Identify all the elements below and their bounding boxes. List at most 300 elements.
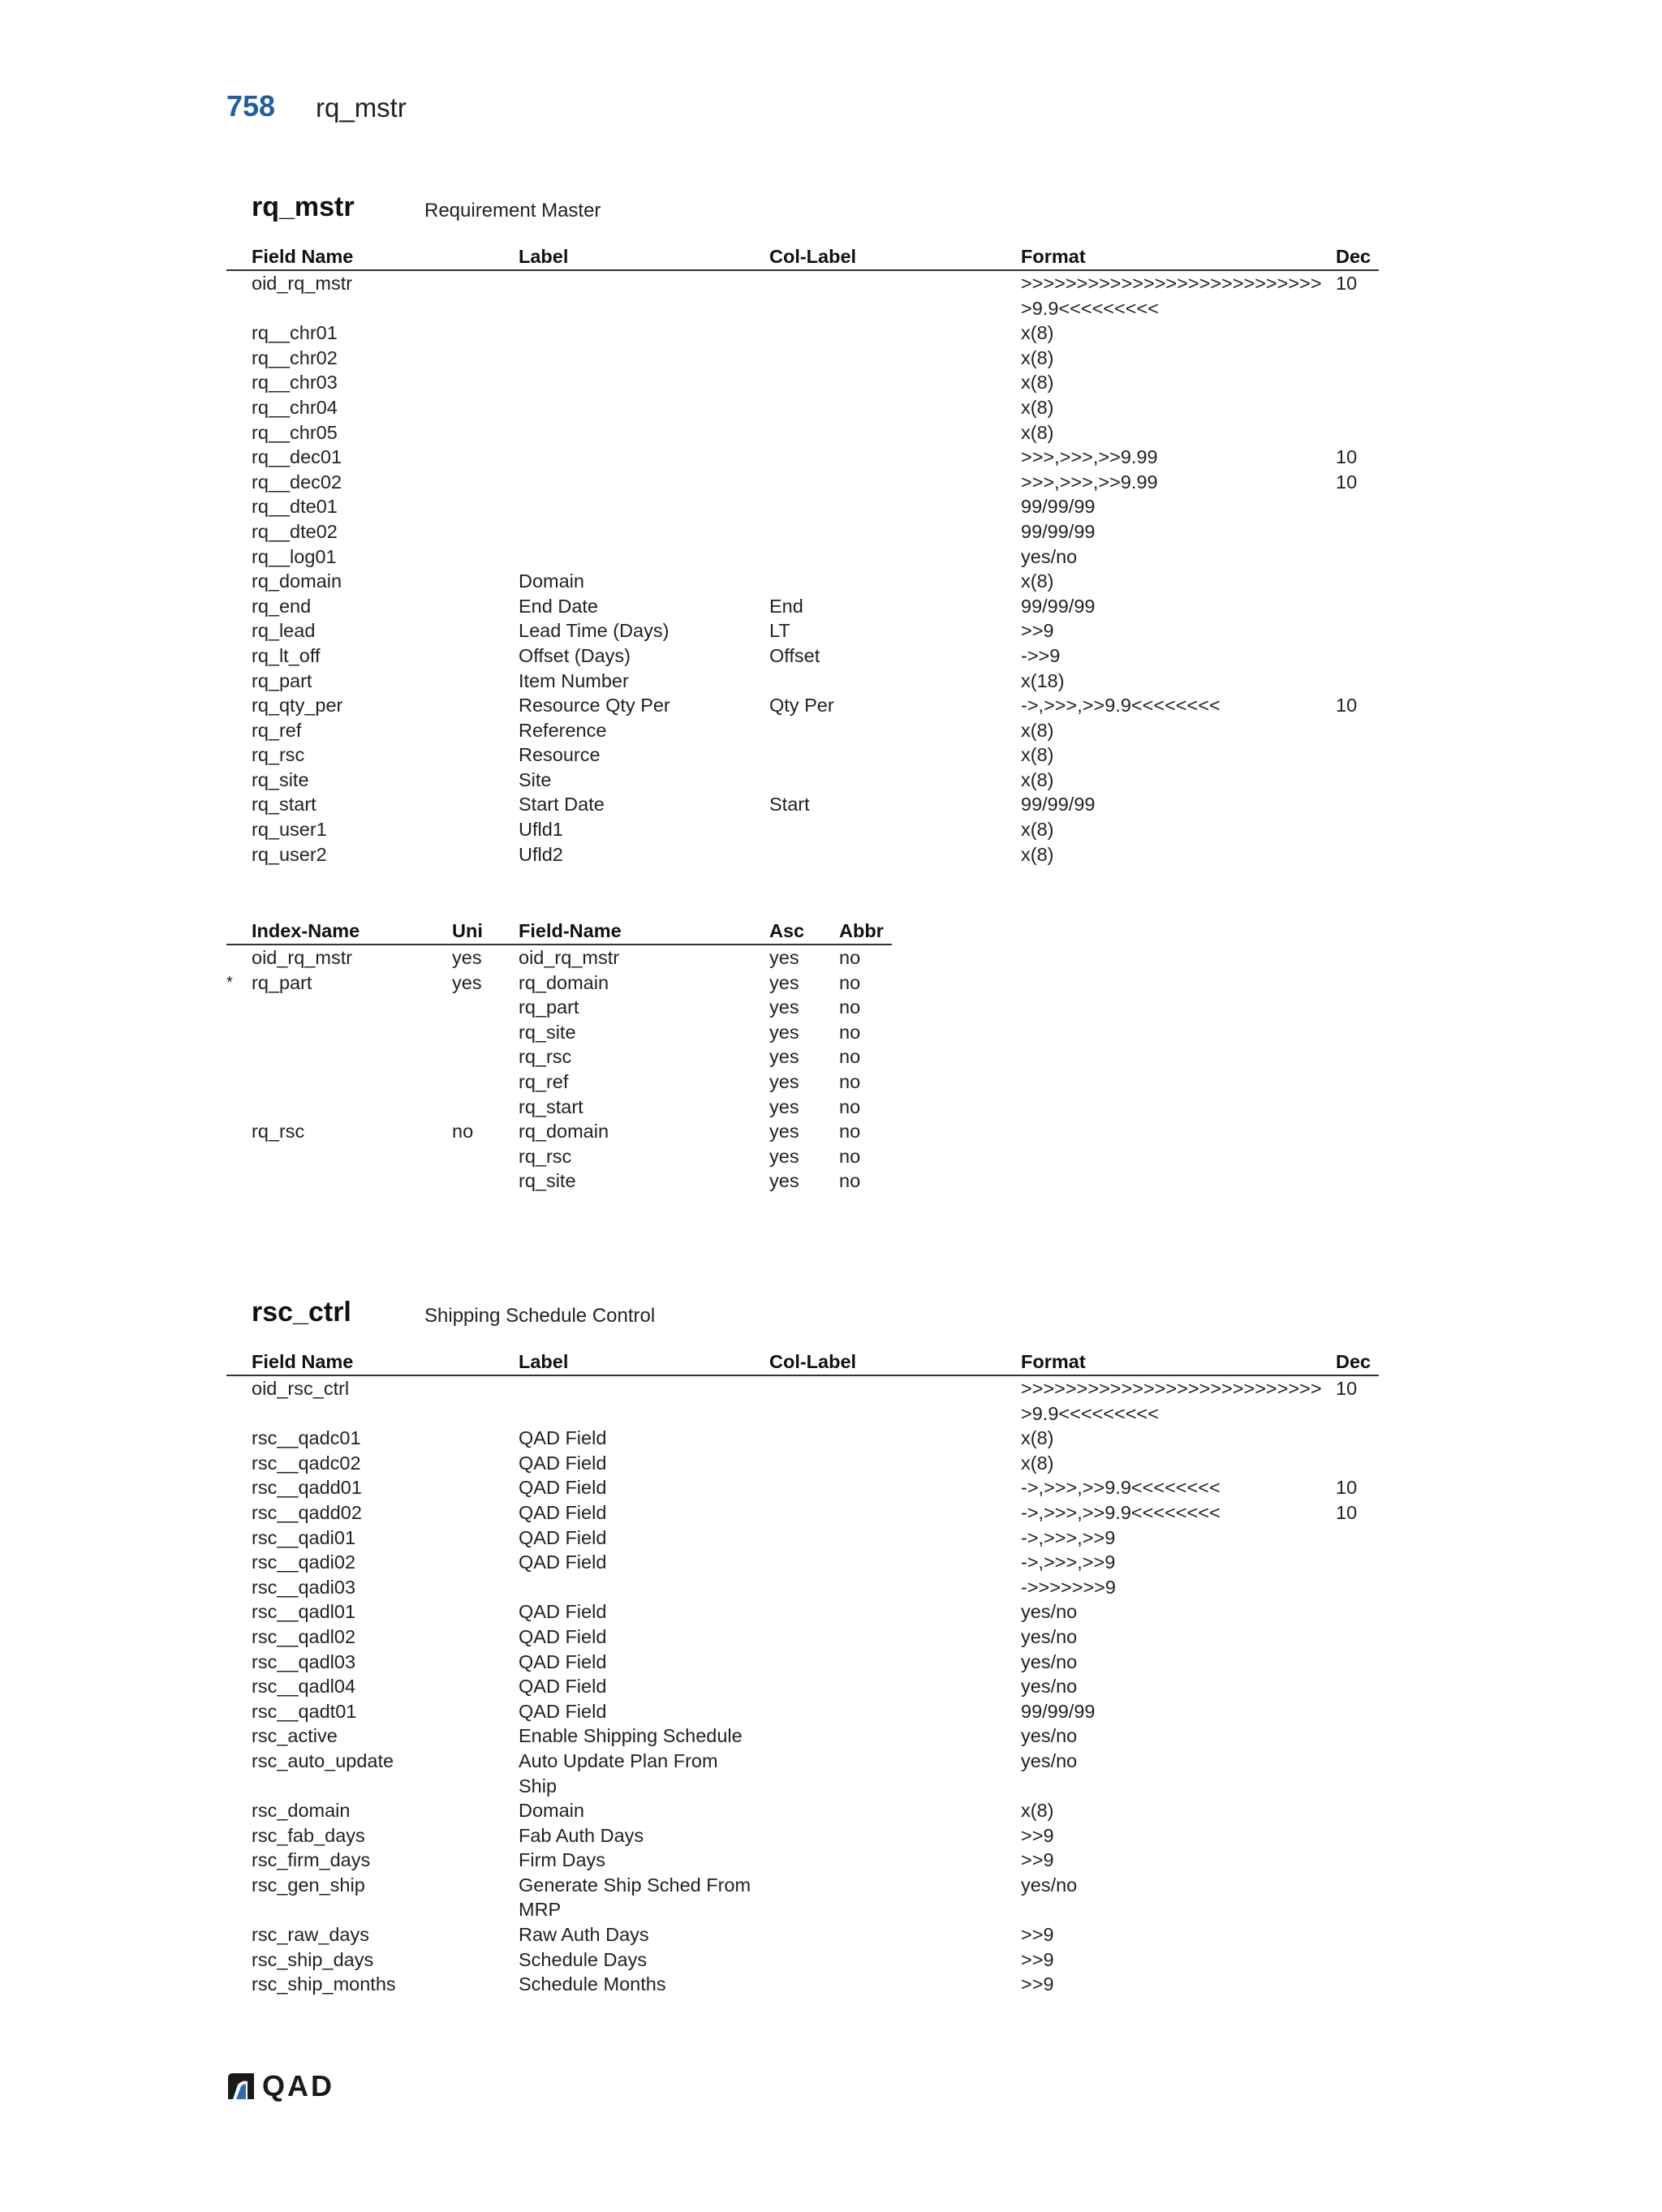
field-row — [226, 494, 1379, 519]
field-col-label — [769, 544, 1021, 570]
field-name: rq__chr03 — [252, 372, 338, 394]
field-label: QAD Field — [519, 1625, 607, 1647]
field-format: >>>>>>>>>>>>>>>>>>>>>>>>>>>>9.9<<<<<<<<< — [1021, 1378, 1322, 1424]
field-row — [226, 718, 1379, 743]
field-row — [226, 1749, 1379, 1798]
field-name: rsc_auto_update — [252, 1749, 394, 1771]
column-header: Uni — [452, 918, 519, 945]
field-label: QAD Field — [519, 1676, 607, 1698]
field-format: x(8) — [1021, 322, 1054, 344]
index-unique — [452, 1144, 519, 1169]
column-header: Field Name — [252, 1349, 519, 1375]
field-label: Domain — [519, 1800, 584, 1822]
field-col-label — [769, 1550, 1021, 1575]
field-col-label — [769, 1699, 1021, 1724]
field-row — [226, 1526, 1379, 1551]
field-format: x(8) — [1021, 396, 1054, 418]
field-format: ->,>>>,>>9.9<<<<<<<< — [1021, 695, 1221, 717]
field-row — [226, 395, 1379, 420]
index-field-name: rq_rsc — [519, 1145, 572, 1167]
field-col-label — [769, 569, 1021, 594]
field-dec: 10 — [1336, 1378, 1358, 1399]
index-ascending: yes — [769, 947, 799, 968]
field-dec — [1336, 1426, 1379, 1451]
field-row — [226, 1475, 1379, 1500]
field-dec — [1336, 544, 1379, 570]
field-name: rsc__qadc01 — [252, 1427, 361, 1449]
field-label — [519, 1575, 769, 1600]
field-row — [226, 693, 1379, 718]
field-format: yes/no — [1021, 1650, 1078, 1672]
index-ascending: yes — [769, 1145, 799, 1167]
field-name: rsc__qadi02 — [252, 1551, 356, 1573]
field-label: Generate Ship Sched From MRP — [519, 1874, 751, 1921]
field-col-label: Qty Per — [769, 695, 834, 717]
field-col-label — [769, 445, 1021, 470]
primary-index-marker — [226, 1095, 252, 1120]
field-label: Item Number — [519, 669, 629, 691]
field-dec: 10 — [1336, 695, 1358, 717]
index-abbreviated: no — [839, 996, 861, 1018]
field-label — [519, 321, 769, 346]
field-row — [226, 1375, 1379, 1426]
index-ascending: yes — [769, 1095, 799, 1117]
field-label — [519, 346, 769, 371]
field-name: rsc__qadi03 — [252, 1576, 356, 1598]
field-label — [519, 370, 769, 395]
field-dec: 10 — [1336, 1477, 1358, 1499]
field-format: x(8) — [1021, 719, 1054, 741]
field-row — [226, 519, 1379, 544]
field-dec — [1336, 519, 1379, 544]
field-name: rsc__qadl02 — [252, 1625, 356, 1647]
field-dec — [1336, 1972, 1379, 1997]
field-name: rsc__qadl04 — [252, 1676, 356, 1698]
field-format: yes/no — [1021, 1601, 1078, 1623]
field-label: Enable Shipping Schedule — [519, 1725, 743, 1747]
field-format: >>9 — [1021, 1948, 1054, 1970]
field-row — [226, 594, 1379, 619]
field-format: 99/99/99 — [1021, 496, 1096, 518]
running-title: rq_mstr — [316, 93, 407, 123]
index-abbreviated: no — [839, 1170, 861, 1192]
index-abbreviated: no — [839, 971, 861, 993]
field-row — [226, 1575, 1379, 1600]
field-label: End Date — [519, 595, 598, 617]
field-label: Raw Auth Days — [519, 1924, 649, 1946]
field-row — [226, 445, 1379, 470]
field-row — [226, 768, 1379, 793]
field-name: oid_rsc_ctrl — [252, 1378, 350, 1399]
field-label: QAD Field — [519, 1452, 607, 1474]
field-col-label — [769, 1375, 1021, 1426]
field-format: 99/99/99 — [1021, 520, 1096, 542]
field-col-label — [769, 718, 1021, 743]
column-header: Col-Label — [769, 243, 1021, 270]
column-header: Field-Name — [519, 918, 769, 945]
field-dec — [1336, 1699, 1379, 1724]
field-format: x(8) — [1021, 346, 1054, 368]
field-label — [519, 445, 769, 470]
index-row — [226, 1044, 892, 1069]
field-label: Ufld1 — [519, 819, 563, 841]
field-row — [226, 1599, 1379, 1625]
field-format: >>9 — [1021, 620, 1054, 642]
field-col-label — [769, 1451, 1021, 1476]
field-label: Site — [519, 768, 552, 790]
field-label: Resource Qty Per — [519, 695, 670, 717]
field-dec — [1336, 1650, 1379, 1675]
field-row — [226, 346, 1379, 371]
field-dec — [1336, 817, 1379, 842]
field-dec — [1336, 643, 1379, 669]
field-label: Resource — [519, 744, 601, 766]
index-row — [226, 1119, 892, 1144]
field-format: >>>>>>>>>>>>>>>>>>>>>>>>>>>>9.9<<<<<<<<< — [1021, 273, 1322, 319]
column-header: Index-Name — [252, 918, 452, 945]
index-row — [226, 1020, 892, 1045]
field-row — [226, 842, 1379, 867]
field-name: rq_user2 — [252, 843, 327, 865]
field-dec — [1336, 1848, 1379, 1873]
field-row — [226, 270, 1379, 321]
index-abbreviated: no — [839, 1046, 861, 1068]
index-field-name: oid_rq_mstr — [519, 947, 620, 968]
index-field-name: rq_part — [519, 996, 579, 1018]
primary-index-marker — [226, 1069, 252, 1095]
field-dec — [1336, 1823, 1379, 1848]
field-label — [519, 395, 769, 420]
field-dec — [1336, 1749, 1379, 1798]
field-col-label — [769, 270, 1021, 321]
primary-index-marker — [226, 1020, 252, 1045]
field-dec — [1336, 1674, 1379, 1699]
field-col-label — [769, 842, 1021, 867]
field-format: x(8) — [1021, 819, 1054, 841]
field-col-label — [769, 370, 1021, 395]
field-row — [226, 792, 1379, 817]
index-name — [252, 995, 452, 1020]
primary-index-marker — [226, 1044, 252, 1069]
field-label: Start Date — [519, 794, 605, 816]
field-col-label — [769, 1599, 1021, 1625]
field-format: ->,>>>,>>9 — [1021, 1551, 1116, 1573]
field-col-label: Start — [769, 794, 810, 816]
field-label — [519, 470, 769, 495]
field-col-label: End — [769, 595, 803, 617]
field-row — [226, 321, 1379, 346]
index-unique — [452, 995, 519, 1020]
field-col-label — [769, 1848, 1021, 1873]
field-dec: 10 — [1336, 471, 1358, 493]
field-dec — [1336, 1947, 1379, 1973]
field-col-label — [769, 669, 1021, 694]
field-name: rsc__qadd02 — [252, 1501, 362, 1523]
index-table-rq-mstr — [226, 918, 892, 1194]
table-description-rsc-ctrl: Shipping Schedule Control — [424, 1305, 656, 1327]
field-dec — [1336, 346, 1379, 371]
field-name: rsc__qadl03 — [252, 1650, 356, 1672]
field-table-rq-mstr — [226, 243, 1379, 867]
field-label: QAD Field — [519, 1700, 607, 1722]
index-field-name: rq_domain — [519, 1121, 609, 1143]
field-format: x(8) — [1021, 1427, 1054, 1449]
field-row — [226, 1922, 1379, 1947]
table-title-rsc-ctrl: rsc_ctrl — [252, 1297, 351, 1328]
field-format: yes/no — [1021, 1625, 1078, 1647]
field-col-label — [769, 742, 1021, 768]
field-dec — [1336, 1724, 1379, 1749]
field-dec — [1336, 1625, 1379, 1650]
field-format: 99/99/99 — [1021, 595, 1096, 617]
index-unique — [452, 1069, 519, 1095]
field-row — [226, 618, 1379, 643]
field-format: x(8) — [1021, 372, 1054, 394]
field-name: rq_ref — [252, 719, 302, 741]
field-row — [226, 1451, 1379, 1476]
index-abbreviated: no — [839, 1145, 861, 1167]
field-format: >>>,>>>,>>9.99 — [1021, 471, 1158, 493]
field-label: QAD Field — [519, 1551, 607, 1573]
field-format: yes/no — [1021, 1749, 1078, 1771]
index-name — [252, 1044, 452, 1069]
field-col-label — [769, 1674, 1021, 1699]
field-name: rq__dte01 — [252, 496, 338, 518]
field-label — [519, 494, 769, 519]
index-unique — [452, 1168, 519, 1194]
field-col-label: LT — [769, 620, 790, 642]
index-ascending: yes — [769, 996, 799, 1018]
field-table-rsc-ctrl — [226, 1349, 1379, 1997]
field-row — [226, 470, 1379, 495]
field-format: x(8) — [1021, 421, 1054, 443]
field-row — [226, 669, 1379, 694]
index-field-name: rq_start — [519, 1095, 583, 1117]
field-name: oid_rq_mstr — [252, 273, 353, 294]
field-row — [226, 1947, 1379, 1973]
field-format: 99/99/99 — [1021, 794, 1096, 816]
column-header: Abbr — [839, 918, 892, 945]
field-name: rq_lt_off — [252, 644, 321, 666]
field-col-label — [769, 1526, 1021, 1551]
field-dec — [1336, 1599, 1379, 1625]
field-dec — [1336, 842, 1379, 867]
index-unique — [452, 1095, 519, 1120]
index-name — [252, 1095, 452, 1120]
index-unique — [452, 1020, 519, 1045]
index-row — [226, 1168, 892, 1194]
field-format: >>>,>>>,>>9.99 — [1021, 446, 1158, 468]
field-name: rq_start — [252, 794, 316, 816]
field-label: Schedule Months — [519, 1973, 666, 1995]
primary-index-marker — [226, 995, 252, 1020]
field-col-label — [769, 1475, 1021, 1500]
field-dec — [1336, 395, 1379, 420]
index-name: rq_rsc — [252, 1121, 305, 1143]
index-field-name: rq_ref — [519, 1070, 569, 1092]
field-row — [226, 1848, 1379, 1873]
field-label: QAD Field — [519, 1601, 607, 1623]
index-ascending: yes — [769, 1121, 799, 1143]
field-dec — [1336, 594, 1379, 619]
field-label: Schedule Days — [519, 1948, 648, 1970]
field-col-label — [769, 346, 1021, 371]
qad-mark-icon — [226, 2072, 256, 2101]
index-name — [252, 1069, 452, 1095]
field-format: ->,>>>,>>9.9<<<<<<<< — [1021, 1501, 1221, 1523]
table-title-rq-mstr: rq_mstr — [252, 192, 355, 222]
field-row — [226, 569, 1379, 594]
field-name: rsc_active — [252, 1725, 338, 1747]
field-dec — [1336, 1575, 1379, 1600]
field-col-label — [769, 1798, 1021, 1823]
field-col-label — [769, 1922, 1021, 1947]
field-col-label — [769, 768, 1021, 793]
field-label: QAD Field — [519, 1501, 607, 1523]
primary-index-marker: * — [226, 973, 233, 992]
index-row — [226, 995, 892, 1020]
field-format: yes/no — [1021, 545, 1078, 567]
field-dec — [1336, 370, 1379, 395]
field-col-label — [769, 321, 1021, 346]
field-col-label — [769, 1823, 1021, 1848]
field-format: x(8) — [1021, 768, 1054, 790]
field-row — [226, 1972, 1379, 1997]
field-format: x(18) — [1021, 669, 1065, 691]
field-format: ->,>>>,>>9 — [1021, 1526, 1116, 1548]
field-row — [226, 1674, 1379, 1699]
field-name: rq__chr01 — [252, 322, 338, 344]
field-name: rsc__qadt01 — [252, 1700, 357, 1722]
qad-logo-text: QAD — [262, 2069, 334, 2102]
field-name: rq__chr05 — [252, 421, 338, 443]
field-dec — [1336, 618, 1379, 643]
field-name: rsc_ship_months — [252, 1973, 396, 1995]
column-header: Format — [1021, 1349, 1336, 1375]
field-name: rq__dte02 — [252, 520, 338, 542]
field-name: rq_domain — [252, 570, 342, 592]
index-row — [226, 1095, 892, 1120]
index-field-name: rq_site — [519, 1021, 576, 1043]
primary-index-marker — [226, 1119, 252, 1144]
field-dec — [1336, 420, 1379, 445]
field-label — [519, 420, 769, 445]
field-name: rq_end — [252, 595, 312, 617]
column-header: Dec — [1336, 243, 1379, 270]
field-col-label — [769, 1972, 1021, 1997]
index-field-name: rq_site — [519, 1170, 576, 1192]
column-header: Col-Label — [769, 1349, 1021, 1375]
field-col-label — [769, 1650, 1021, 1675]
field-row — [226, 1699, 1379, 1724]
field-dec — [1336, 1451, 1379, 1476]
field-name: rsc_fab_days — [252, 1824, 365, 1846]
column-header: Asc — [769, 918, 839, 945]
field-dec — [1336, 321, 1379, 346]
field-format: x(8) — [1021, 744, 1054, 766]
field-label: QAD Field — [519, 1477, 607, 1499]
field-format: >>9 — [1021, 1973, 1054, 1995]
field-dec — [1336, 792, 1379, 817]
index-unique: yes — [452, 971, 482, 993]
field-format: x(8) — [1021, 1800, 1054, 1822]
index-name: rq_part — [252, 971, 312, 993]
field-format: x(8) — [1021, 843, 1054, 865]
primary-index-marker — [226, 1168, 252, 1194]
field-label — [519, 544, 769, 570]
field-dec — [1336, 742, 1379, 768]
field-dec — [1336, 1922, 1379, 1947]
field-name: rq_user1 — [252, 819, 327, 841]
index-name — [252, 1144, 452, 1169]
field-row — [226, 1426, 1379, 1451]
index-ascending: yes — [769, 1070, 799, 1092]
field-label: Domain — [519, 570, 584, 592]
field-row — [226, 420, 1379, 445]
index-row — [226, 1069, 892, 1095]
index-field-name: rq_rsc — [519, 1046, 572, 1068]
field-dec — [1336, 569, 1379, 594]
primary-index-marker — [226, 1144, 252, 1169]
field-row — [226, 643, 1379, 669]
field-label: QAD Field — [519, 1526, 607, 1548]
index-row — [226, 945, 892, 970]
field-row — [226, 1500, 1379, 1526]
field-label — [519, 519, 769, 544]
field-dec — [1336, 718, 1379, 743]
field-format: yes/no — [1021, 1676, 1078, 1698]
field-col-label — [769, 1873, 1021, 1922]
qad-logo — [226, 2069, 334, 2102]
field-row — [226, 1798, 1379, 1823]
field-dec — [1336, 1798, 1379, 1823]
field-name: rq__chr02 — [252, 346, 338, 368]
field-row — [226, 544, 1379, 570]
field-col-label: Offset — [769, 644, 820, 666]
field-name: rsc__qadl01 — [252, 1601, 356, 1623]
field-label: Fab Auth Days — [519, 1824, 644, 1846]
field-name: rsc_ship_days — [252, 1948, 374, 1970]
field-name: rsc__qadc02 — [252, 1452, 361, 1474]
field-name: rq__dec02 — [252, 471, 342, 493]
field-col-label — [769, 395, 1021, 420]
field-label: QAD Field — [519, 1427, 607, 1449]
field-name: rq__dec01 — [252, 446, 342, 468]
index-row — [226, 970, 892, 996]
table-description-rq-mstr: Requirement Master — [424, 200, 601, 222]
field-col-label — [769, 494, 1021, 519]
index-name — [252, 1020, 452, 1045]
field-name: rq_site — [252, 768, 309, 790]
field-label: Lead Time (Days) — [519, 620, 670, 642]
index-abbreviated: no — [839, 1121, 861, 1143]
index-unique: no — [452, 1121, 474, 1143]
field-format: x(8) — [1021, 570, 1054, 592]
index-unique: yes — [452, 947, 482, 968]
field-col-label — [769, 1749, 1021, 1798]
index-name: oid_rq_mstr — [252, 947, 353, 968]
field-name: rq_part — [252, 669, 312, 691]
field-row — [226, 1823, 1379, 1848]
field-col-label — [769, 1500, 1021, 1526]
field-format: yes/no — [1021, 1725, 1078, 1747]
index-ascending: yes — [769, 1170, 799, 1192]
field-label — [519, 1375, 769, 1426]
field-format: ->>9 — [1021, 644, 1061, 666]
field-col-label — [769, 470, 1021, 495]
field-row — [226, 1650, 1379, 1675]
field-format: ->,>>>,>>9.9<<<<<<<< — [1021, 1477, 1221, 1499]
